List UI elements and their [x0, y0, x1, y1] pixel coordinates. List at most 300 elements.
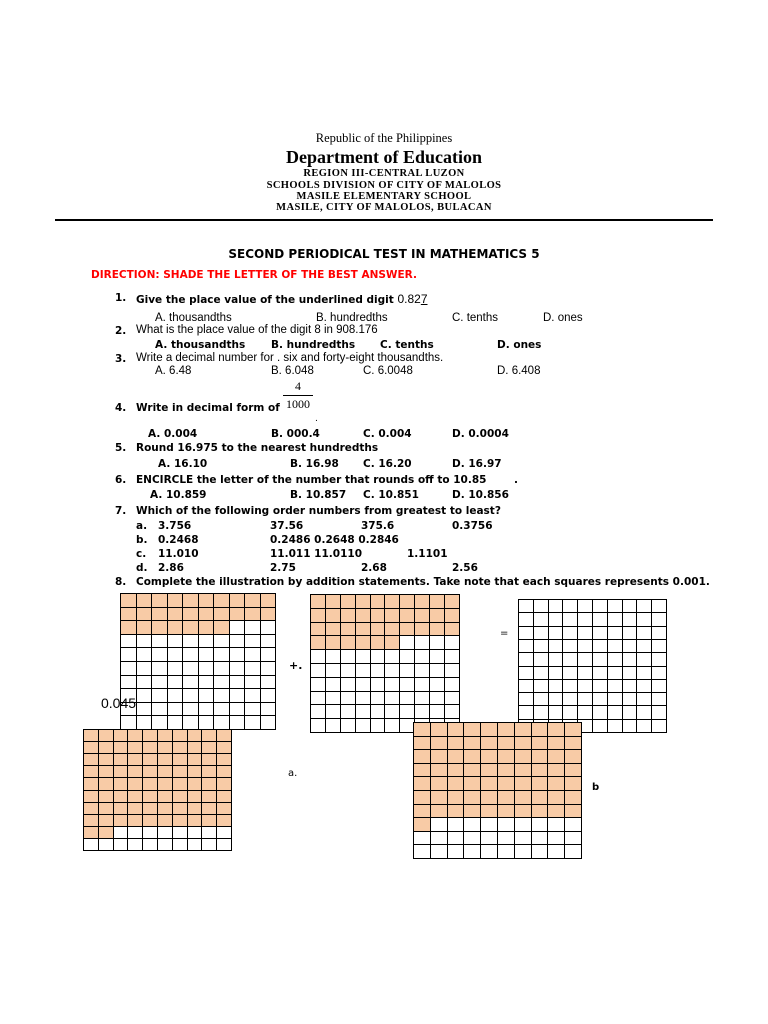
republic-line: Republic of the Philippines	[315, 131, 453, 145]
grid-cell-shaded	[217, 742, 232, 754]
grid-cell	[548, 832, 565, 846]
q1-option-b[interactable]: B. hundredths	[316, 312, 388, 324]
grid-cell-shaded	[341, 595, 356, 609]
grid-cell	[623, 706, 638, 719]
grid-cell	[534, 653, 549, 666]
grid-cell	[356, 692, 371, 706]
grid-cell-shaded	[158, 730, 173, 742]
q7-row-d-v4: 2.56	[452, 562, 478, 574]
q4-option-b[interactable]: B. 000.4	[271, 428, 320, 440]
grid-cell-shaded	[532, 791, 549, 805]
grid-cell-shaded	[114, 730, 129, 742]
grid-cell	[534, 627, 549, 640]
q2-number: 2.	[115, 325, 127, 337]
grid-cell	[593, 706, 608, 719]
grid-cell	[385, 650, 400, 664]
grid-cell-shaded	[202, 803, 217, 815]
equals-sign: =	[500, 628, 509, 639]
grid-cell-shaded	[114, 766, 129, 778]
grid-cell	[534, 667, 549, 680]
q8-text: Complete the illustration by addition statements. Take note that each squares represents 0.001.	[136, 576, 710, 588]
q4-option-d[interactable]: D. 0.0004	[452, 428, 509, 440]
grid-cell	[637, 693, 652, 706]
grid-cell	[445, 664, 460, 678]
grid-cell	[121, 676, 137, 690]
q5-option-a[interactable]: A. 16.10	[158, 458, 208, 470]
grid-cell	[311, 664, 326, 678]
grid-cell-shaded	[414, 791, 431, 805]
grid-cell	[593, 680, 608, 693]
grid-cell	[188, 839, 203, 851]
grid-cell	[563, 600, 578, 613]
grid-cell-shaded	[481, 764, 498, 778]
grid-cell-shaded	[114, 815, 129, 827]
grid-cell	[84, 839, 99, 851]
q3-option-a[interactable]: A. 6.48	[155, 365, 192, 377]
grid-cell	[152, 689, 168, 703]
grid-cell	[608, 627, 623, 640]
grid-cell	[548, 818, 565, 832]
grid-cell	[608, 653, 623, 666]
q1-option-a[interactable]: A. thousandths	[155, 312, 232, 324]
q4-numerator: 4	[283, 379, 313, 396]
grid-cell	[121, 635, 137, 649]
grid-cell-shaded	[84, 730, 99, 742]
grid-cell	[637, 600, 652, 613]
grid-cell-shaded	[143, 766, 158, 778]
grid-cell	[498, 845, 515, 859]
header-divider	[55, 219, 713, 221]
grid-cell-shaded	[400, 609, 415, 623]
grid-cell-shaded	[173, 803, 188, 815]
grid-cell-shaded	[114, 803, 129, 815]
grid-cell-shaded	[84, 791, 99, 803]
grid-cell-shaded	[158, 791, 173, 803]
grid-cell	[214, 662, 230, 676]
grid-cell-shaded	[188, 778, 203, 790]
grid-cell-shaded	[385, 623, 400, 637]
grid-cell-shaded	[464, 791, 481, 805]
grid-cell-shaded	[414, 764, 431, 778]
grid-cell-shaded	[481, 805, 498, 819]
grid-cell-shaded	[445, 609, 460, 623]
grid-cell	[400, 692, 415, 706]
grid-cell-shaded	[84, 815, 99, 827]
grid-cell-shaded	[188, 803, 203, 815]
grid-cell	[430, 692, 445, 706]
grid-addend-1	[120, 593, 276, 730]
q7-row-c-v1: 11.010	[158, 548, 199, 560]
grid-cell	[563, 640, 578, 653]
grid-cell-shaded	[548, 737, 565, 751]
grid-cell-shaded	[311, 595, 326, 609]
grid-cell-shaded	[214, 621, 230, 635]
overlay-value: 0.045	[101, 695, 137, 711]
grid-cell-shaded	[565, 723, 582, 737]
grid-cell	[578, 600, 593, 613]
grid-cell	[385, 678, 400, 692]
grid-cell-shaded	[217, 815, 232, 827]
grid-cell	[143, 839, 158, 851]
grid-cell-shaded	[158, 778, 173, 790]
grid-cell	[637, 720, 652, 733]
grid-cell-shaded	[481, 723, 498, 737]
q4-denominator: 1000	[286, 397, 310, 411]
grid-cell	[519, 600, 534, 613]
grid-cell-shaded	[99, 766, 114, 778]
q4-number: 4.	[115, 402, 127, 414]
grid-cell-shaded	[84, 766, 99, 778]
grid-cell	[445, 692, 460, 706]
grid-cell-shaded	[498, 805, 515, 819]
q1-option-d[interactable]: D. ones	[543, 312, 583, 324]
q6-option-a[interactable]: A. 10.859	[150, 489, 207, 501]
grid-cell	[261, 648, 277, 662]
grid-cell	[371, 650, 386, 664]
grid-cell	[371, 692, 386, 706]
grid-cell	[415, 650, 430, 664]
grid-cell	[652, 640, 667, 653]
grid-cell-shaded	[245, 594, 261, 608]
grid-cell-shaded	[158, 742, 173, 754]
grid-cell-shaded	[445, 595, 460, 609]
grid-cell	[519, 680, 534, 693]
grid-cell	[114, 827, 129, 839]
grid-cell	[415, 664, 430, 678]
grid-cell	[245, 662, 261, 676]
grid-cell-shaded	[261, 608, 277, 622]
q3-option-d[interactable]: D. 6.408	[497, 365, 541, 377]
grid-cell-shaded	[532, 750, 549, 764]
grid-cell	[519, 653, 534, 666]
grid-cell-shaded	[183, 621, 199, 635]
grid-cell-shaded	[565, 764, 582, 778]
grid-choice-a[interactable]	[83, 729, 232, 851]
grid-cell-shaded	[515, 723, 532, 737]
q4-option-a[interactable]: A. 0.004	[148, 428, 198, 440]
grid-cell	[217, 839, 232, 851]
grid-cell	[400, 636, 415, 650]
grid-cell-shaded	[464, 737, 481, 751]
q8-number: 8.	[115, 576, 127, 588]
grid-cell-shaded	[143, 730, 158, 742]
grid-cell-shaded	[481, 791, 498, 805]
grid-cell	[637, 627, 652, 640]
grid-cell	[608, 600, 623, 613]
grid-cell	[245, 716, 261, 730]
q6-option-b[interactable]: B. 10.857	[290, 489, 347, 501]
q7-row-b-letter[interactable]: b.	[136, 534, 148, 546]
q2-option-c[interactable]: C. tenths	[380, 339, 434, 351]
grid-cell-shaded	[137, 621, 153, 635]
grid-cell	[158, 827, 173, 839]
grid-cell-shaded	[430, 623, 445, 637]
grid-cell-shaded	[356, 609, 371, 623]
grid-cell-shaded	[464, 777, 481, 791]
grid-cell-shaded	[168, 608, 184, 622]
q7-row-a-v2: 37.56	[270, 520, 304, 532]
grid-cell	[121, 716, 137, 730]
grid-cell	[430, 678, 445, 692]
grid-cell-shaded	[464, 723, 481, 737]
grid-cell-shaded	[261, 594, 277, 608]
grid-cell	[415, 678, 430, 692]
grid-cell	[414, 832, 431, 846]
grid-cell-shaded	[158, 766, 173, 778]
grid-cell	[202, 827, 217, 839]
grid-cell	[637, 640, 652, 653]
grid-cell	[183, 703, 199, 717]
grid-cell-shaded	[548, 777, 565, 791]
grid-cell-shaded	[326, 623, 341, 637]
grid-cell-shaded	[199, 594, 215, 608]
grid-cell-shaded	[114, 742, 129, 754]
grid-cell-shaded	[430, 609, 445, 623]
grid-cell	[498, 832, 515, 846]
grid-cell-shaded	[188, 754, 203, 766]
grid-cell	[448, 845, 465, 859]
grid-cell	[230, 648, 246, 662]
q1-text	[136, 292, 428, 306]
grid-cell	[341, 692, 356, 706]
q4-fraction	[283, 379, 313, 412]
grid-cell	[481, 845, 498, 859]
grid-cell	[245, 621, 261, 635]
grid-cell-shaded	[173, 815, 188, 827]
grid-cell	[341, 664, 356, 678]
q5-option-d[interactable]: D. 16.97	[452, 458, 502, 470]
grid-cell	[311, 692, 326, 706]
grid-cell-shaded	[498, 737, 515, 751]
grid-cell-shaded	[431, 805, 448, 819]
grid-cell	[114, 839, 129, 851]
q2-option-a[interactable]: A. thousandths	[155, 339, 246, 351]
grid-cell	[137, 689, 153, 703]
q3-text: Write a decimal number for . six and forty-eight thousandths.	[136, 352, 444, 364]
grid-cell-shaded	[114, 778, 129, 790]
grid-cell-shaded	[341, 623, 356, 637]
grid-cell-shaded	[341, 609, 356, 623]
grid-cell-shaded	[431, 750, 448, 764]
q4-option-c[interactable]: C. 0.004	[363, 428, 412, 440]
q3-option-c[interactable]: C. 6.0048	[363, 365, 413, 377]
grid-cell	[563, 680, 578, 693]
grid-cell-shaded	[371, 623, 386, 637]
grid-cell-shaded	[143, 803, 158, 815]
grid-cell-shaded	[481, 737, 498, 751]
grid-cell-shaded	[448, 805, 465, 819]
grid-cell	[623, 667, 638, 680]
grid-cell-shaded	[183, 594, 199, 608]
grid-cell	[532, 832, 549, 846]
q7-row-c-letter[interactable]: c.	[136, 548, 147, 560]
grid-cell-shaded	[464, 764, 481, 778]
grid-cell	[549, 667, 564, 680]
grid-cell	[652, 706, 667, 719]
q7-row-b-v1: 0.2468	[158, 534, 199, 546]
q3-number: 3.	[115, 353, 127, 365]
grid-cell-shaded	[311, 623, 326, 637]
grid-cell	[563, 693, 578, 706]
grid-cell	[430, 636, 445, 650]
grid-cell	[498, 818, 515, 832]
grid-cell-shaded	[214, 608, 230, 622]
grid-choice-b[interactable]	[413, 722, 582, 859]
grid-cell	[623, 680, 638, 693]
grid-cell-shaded	[415, 623, 430, 637]
grid-cell	[400, 705, 415, 719]
grid-cell	[563, 706, 578, 719]
grid-cell-shaded	[385, 595, 400, 609]
q3-option-b[interactable]: B. 6.048	[271, 365, 314, 377]
grid-cell	[245, 676, 261, 690]
q7-row-d-letter[interactable]: d.	[136, 562, 148, 574]
grid-cell	[341, 650, 356, 664]
grid-cell-shaded	[548, 723, 565, 737]
grid-cell-shaded	[84, 742, 99, 754]
grid-cell-shaded	[565, 791, 582, 805]
grid-cell	[245, 689, 261, 703]
grid-cell-shaded	[202, 778, 217, 790]
grid-cell	[519, 706, 534, 719]
grid-cell	[593, 693, 608, 706]
q2-option-d[interactable]: D. ones	[497, 339, 542, 351]
q7-row-a-v4: 0.3756	[452, 520, 493, 532]
grid-cell-shaded	[498, 723, 515, 737]
grid-cell-shaded	[356, 595, 371, 609]
grid-cell	[637, 613, 652, 626]
q4-stray-mark: .	[315, 414, 318, 424]
grid-cell	[519, 613, 534, 626]
grid-cell	[623, 627, 638, 640]
grid-sum	[518, 599, 667, 733]
grid-cell-shaded	[202, 730, 217, 742]
grid-cell	[481, 832, 498, 846]
grid-cell	[137, 716, 153, 730]
q2-text: What is the place value of the digit 8 in 908.176	[136, 324, 378, 336]
q7-row-a-letter[interactable]: a.	[136, 520, 148, 532]
grid-cell-shaded	[400, 623, 415, 637]
q7-row-a-v3: 375.6	[361, 520, 395, 532]
plus-sign: +.	[289, 659, 303, 672]
grid-cell	[549, 627, 564, 640]
grid-cell-shaded	[498, 750, 515, 764]
q7-text: Which of the following order numbers from greatest to least?	[136, 505, 501, 517]
q5-option-c[interactable]: C. 16.20	[363, 458, 412, 470]
grid-cell	[578, 706, 593, 719]
grid-cell	[199, 676, 215, 690]
grid-cell	[608, 706, 623, 719]
q1-option-c[interactable]: C. tenths	[452, 312, 499, 324]
grid-cell-shaded	[414, 805, 431, 819]
grid-cell-shaded	[515, 777, 532, 791]
grid-cell-shaded	[84, 754, 99, 766]
grid-cell-shaded	[548, 764, 565, 778]
grid-cell	[371, 664, 386, 678]
grid-cell	[168, 689, 184, 703]
grid-cell	[311, 705, 326, 719]
grid-cell	[245, 703, 261, 717]
grid-cell	[152, 703, 168, 717]
grid-cell-shaded	[121, 594, 137, 608]
grid-cell	[515, 845, 532, 859]
q6-option-c[interactable]: C. 10.851	[363, 489, 419, 501]
grid-cell-shaded	[230, 594, 246, 608]
grid-cell-shaded	[99, 754, 114, 766]
grid-cell-shaded	[311, 636, 326, 650]
grid-cell	[217, 827, 232, 839]
grid-cell-shaded	[326, 609, 341, 623]
grid-cell	[623, 600, 638, 613]
region-line: REGION III-CENTRAL LUZON	[303, 168, 465, 179]
grid-cell	[230, 703, 246, 717]
grid-cell	[356, 664, 371, 678]
grid-cell	[230, 635, 246, 649]
grid-cell-shaded	[356, 636, 371, 650]
q6-option-d[interactable]: D. 10.856	[452, 489, 509, 501]
grid-cell-shaded	[515, 737, 532, 751]
grid-cell	[137, 635, 153, 649]
grid-cell	[326, 678, 341, 692]
grid-cell	[549, 680, 564, 693]
grid-cell	[356, 650, 371, 664]
grid-cell	[400, 678, 415, 692]
grid-cell	[623, 613, 638, 626]
q7-row-d-v3: 2.68	[361, 562, 387, 574]
grid-cell-shaded	[188, 742, 203, 754]
grid-cell	[414, 845, 431, 859]
q5-option-b[interactable]: B. 16.98	[290, 458, 339, 470]
grid-cell	[549, 600, 564, 613]
grid-cell	[430, 705, 445, 719]
choice-a-label[interactable]: a.	[288, 768, 298, 779]
grid-cell	[608, 720, 623, 733]
grid-cell	[99, 839, 114, 851]
grid-cell-shaded	[202, 742, 217, 754]
grid-cell	[371, 705, 386, 719]
grid-cell-shaded	[431, 777, 448, 791]
grid-cell	[431, 818, 448, 832]
grid-cell	[534, 613, 549, 626]
q2-option-b[interactable]: B. hundredths	[271, 339, 356, 351]
grid-cell	[326, 650, 341, 664]
grid-cell	[183, 635, 199, 649]
grid-cell-shaded	[448, 791, 465, 805]
grid-cell-shaded	[431, 723, 448, 737]
grid-cell	[326, 664, 341, 678]
grid-cell-shaded	[464, 805, 481, 819]
grid-cell-shaded	[245, 608, 261, 622]
grid-cell-shaded	[84, 827, 99, 839]
grid-cell	[445, 650, 460, 664]
grid-cell	[261, 703, 277, 717]
grid-cell-shaded	[341, 636, 356, 650]
grid-cell-shaded	[326, 636, 341, 650]
q6-text: ENCIRCLE the letter of the number that rounds off to 10.85	[136, 474, 487, 486]
grid-cell	[652, 613, 667, 626]
grid-cell	[534, 693, 549, 706]
grid-cell	[152, 635, 168, 649]
grid-cell	[183, 676, 199, 690]
grid-cell	[400, 650, 415, 664]
grid-cell-shaded	[515, 805, 532, 819]
grid-cell	[341, 678, 356, 692]
grid-cell	[356, 705, 371, 719]
choice-b-label[interactable]: b	[592, 782, 600, 793]
grid-cell-shaded	[548, 750, 565, 764]
test-title: SECOND PERIODICAL TEST IN MATHEMATICS 5	[228, 247, 540, 261]
grid-cell	[183, 648, 199, 662]
